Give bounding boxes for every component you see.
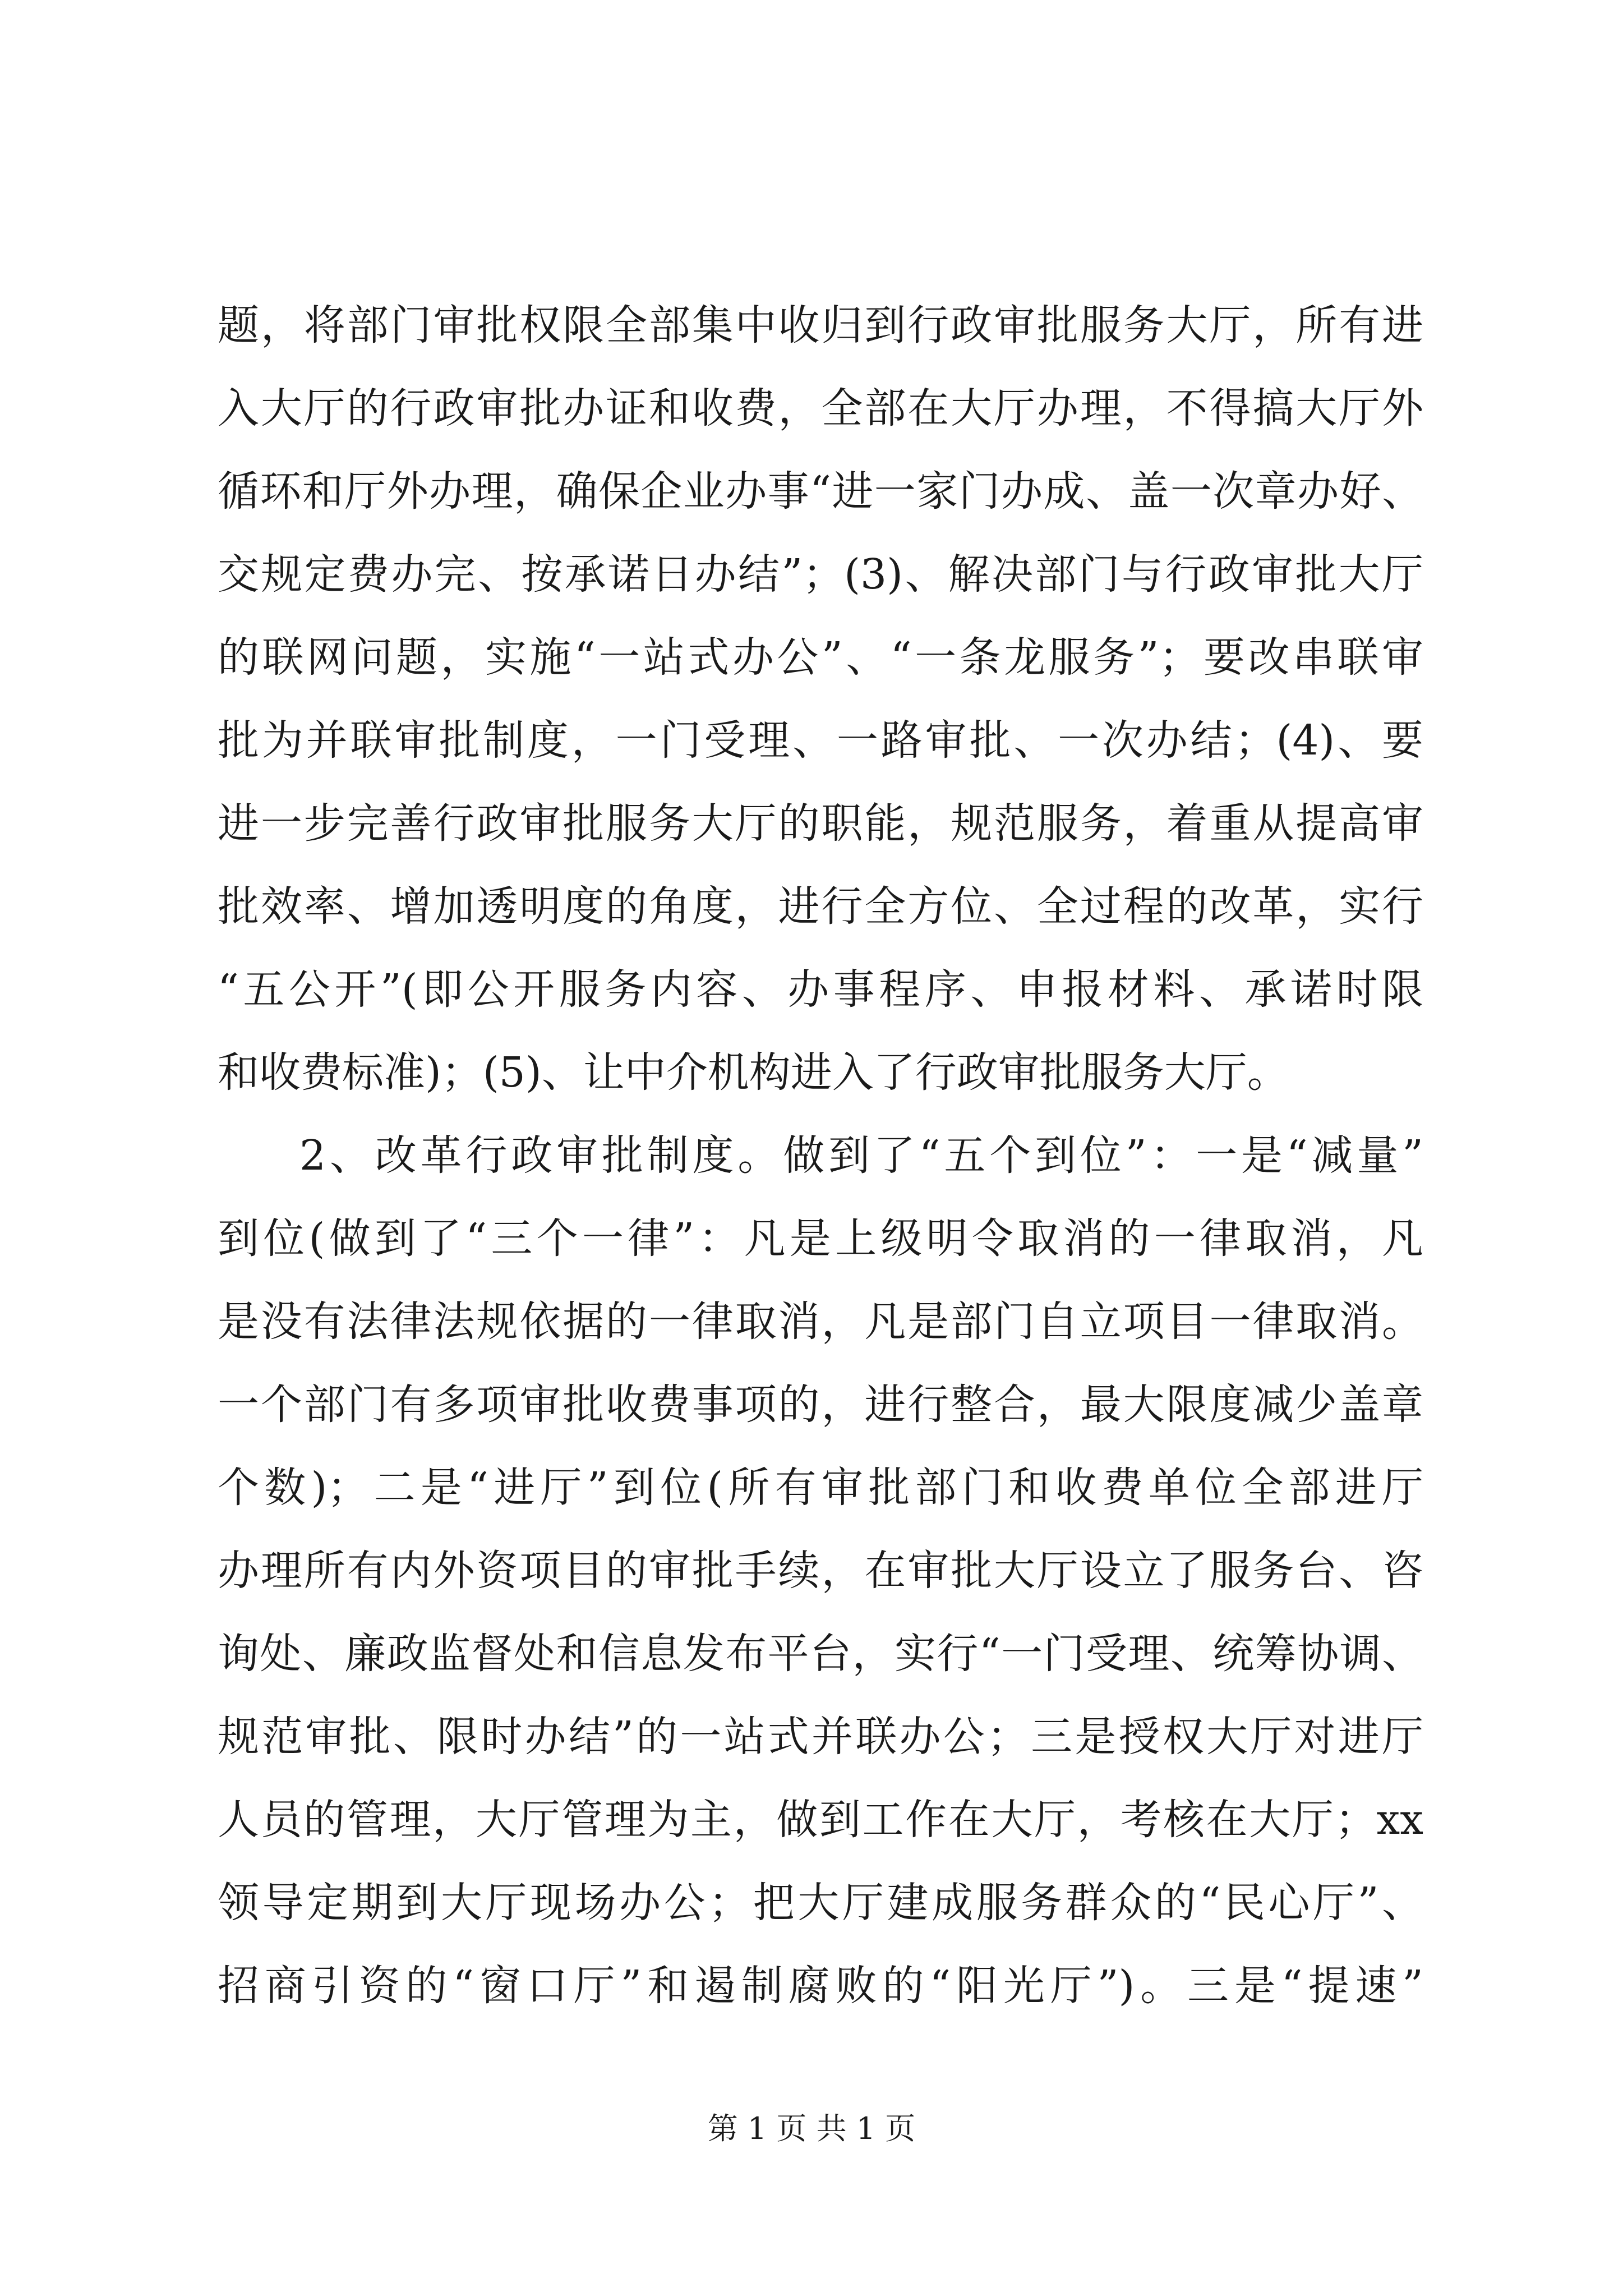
text-line: 一个部门有多项审批收费事项的，进行整合，最大限度减少盖章: [218, 1381, 1423, 1429]
text-line: 交规定费办完、按承诺日办结”；(3)、解决部门与行政审批大厅: [218, 550, 1423, 599]
text-line: 批为并联审批制度，一门受理、一路审批、一次办结；(4)、要: [218, 716, 1423, 765]
text-line: 批效率、增加透明度的角度，进行全方位、全过程的改革，实行: [218, 882, 1423, 931]
text-line: 入大厅的行政审批办证和收费，全部在大厅办理，不得搞大厅外: [218, 384, 1423, 432]
text-line: 人员的管理，大厅管理为主，做到工作在大厅，考核在大厅；xx: [218, 1796, 1423, 1844]
text-line: 到位(做到了“三个一律”：凡是上级明令取消的一律取消，凡: [218, 1214, 1423, 1263]
page-footer: 第 1 页 共 1 页: [707, 2111, 916, 2146]
text-line: 题，将部门审批权限全部集中收归到行政审批服务大厅，所有进: [218, 301, 1423, 349]
text-line: 是没有法律法规依据的一律取消，凡是部门自立项目一律取消。: [218, 1297, 1423, 1346]
text-line: 2、改革行政审批制度。做到了“五个到位”：一是“减量”: [299, 1131, 1423, 1180]
text-line: 领导定期到大厅现场办公；把大厅建成服务群众的“民心厅”、: [218, 1879, 1423, 1927]
text-line: 规范审批、限时办结”的一站式并联办公；三是授权大厅对进厅: [218, 1713, 1423, 1761]
text-line: 循环和厅外办理，确保企业办事“进一家门办成、盖一次章办好、: [218, 467, 1423, 516]
text-line: 办理所有内外资项目的审批手续，在审批大厅设立了服务台、咨: [218, 1547, 1423, 1595]
text-line: “五公开”(即公开服务内容、办事程序、申报材料、承诺时限: [218, 965, 1423, 1014]
text-line: 招商引资的“窗口厅”和遏制腐败的“阳光厅”)。三是“提速”: [218, 1962, 1423, 2010]
text-line: 和收费标准)；(5)、让中介机构进入了行政审批服务大厅。: [218, 1048, 1289, 1097]
text-line: 进一步完善行政审批服务大厅的职能，规范服务，着重从提高审: [218, 799, 1423, 848]
text-line: 的联网问题，实施“一站式办公”、“一条龙服务”；要改串联审: [218, 633, 1423, 682]
text-line: 询处、廉政监督处和信息发布平台，实行“一门受理、统筹协调、: [218, 1630, 1423, 1678]
text-line: 个数)；二是“进厅”到位(所有审批部门和收费单位全部进厅: [218, 1464, 1423, 1512]
